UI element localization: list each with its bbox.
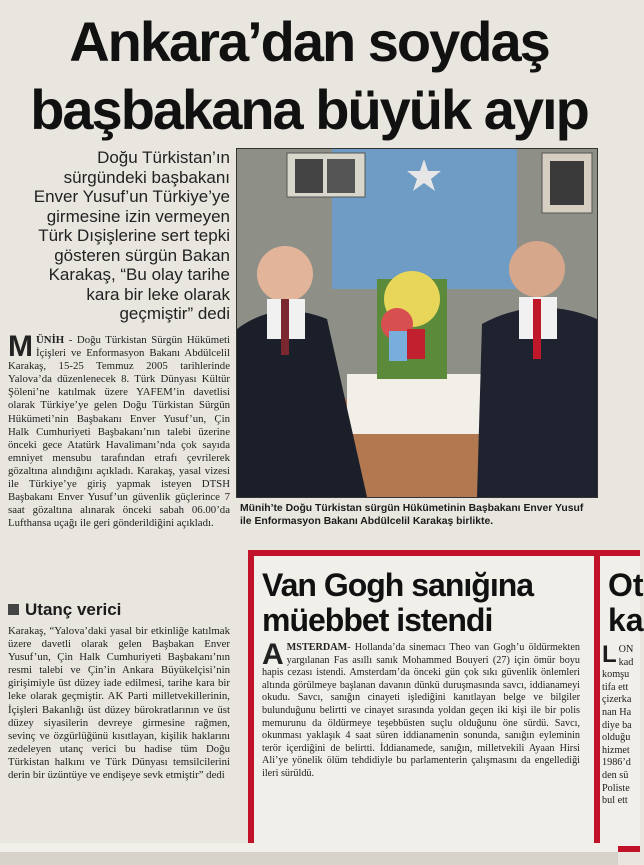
news-photo	[236, 148, 598, 498]
deck-line: kara bir leke olarak	[86, 284, 230, 304]
fragment-line: Poliste	[602, 782, 630, 794]
fragment-line: bul ett	[602, 795, 628, 807]
photo-illustration	[237, 149, 597, 497]
fragment-line: çizerka	[602, 694, 632, 706]
fragment-headline-line: ka	[608, 602, 644, 638]
deck-line: Karakaş, “Bu olay tarihe	[48, 265, 230, 284]
dateline-city: MSTERDAM	[286, 642, 348, 653]
fragment-headline-line: Ot	[608, 567, 644, 603]
adjacent-article-fragment	[594, 550, 644, 852]
fragment-line: 1986’d	[602, 757, 631, 769]
lead-text: - Doğu Türkistan Sürgün Hükümeti İçişleri ve Enformasyon Bakanı Abdülcelil Karakaş, 15-25 Temmuz 2005 tarihlerinde Yalova’da düzenlenecek 8. Türk Dünyası Kültür Şöleni’ne katılmak üzere YAFEM’in davetlisi olarak Türkiye’ye gelen Doğu Türkistan Sürgün Hükümeti’nin Başbakanı Enver Yusuf’un, Çin Halk Cumhuriyeti Başbakanı’nın talebi üzerine önceki gece Atatürk Havalimanı’nda çok sayıda emniyet mensubu tarafından etrafı çevrilerek gözaltına alındığını açıkladı. Karakaş, yasal vizesi ile Türkiye’ye giriş yapmak isteyen DTSH Başbakanı Enver Yusuf’un güvenlik güçlerince 7 saat gözaltına alınarak önceki sabah 06.00’da Lufthansa uçağı ile geri gönderildiğini açıkladı.	[8, 334, 230, 530]
dateline-city: ÜNİH	[36, 334, 65, 346]
dropcap: A	[262, 638, 284, 671]
fragment-text	[602, 641, 642, 808]
fragment-line: kad	[618, 656, 634, 668]
deck-line: gösteren sürgün Bakan	[54, 245, 230, 265]
vangogh-article	[262, 638, 580, 781]
subheading-text: Utanç verici	[25, 600, 122, 619]
deck-line: girmesine izin vermeyen	[46, 206, 230, 226]
fragment-line: komşu	[602, 669, 630, 681]
fragment-line: olduğu	[602, 732, 631, 744]
scan-border	[0, 852, 618, 865]
vangogh-text: - Hollanda’da sinemacı Theo van Gogh’u öldürmekten yargılanan Fas asıllı sanık Mohammed Bouyeri (27) için ömür boyu hapis cezası istendi. Amsterdam’da önceki gün çok sıkı güvenlik önlemleri altında görülmeye başlanan davanın dünkü duruşmasında savcı, iddianameyi okudu. Savcı, sanığın cinayeti işlediğini kanıtlayan belge ve bilgiler bulunduğunu belirtti ve cinayet sırasında yoldan geçen iki kişi ile bir polis memurunu da öldürmeye teşebbüsten suçlu olduğunu öne sürdü. Savcı, okunması yaklaşık 4 saat süren iddianamenin sonunda, sanığın eyleminin terör içerdiğini de belirtti. İddianamede, sanığın, milletvekili Ayaan Hirsi Ali’ye yönelik ölüm tehdidiyle bu parlamenterin çalışmasını da engellediği ileri sürüldü.	[262, 642, 580, 779]
photo-caption: Münih’te Doğu Türkistan sürgün Hükümetinin Başbakanı Enver Yusuf ile Enformasyon Bakanı Abdülcelil Karakaş birlikte.	[240, 503, 584, 527]
fragment-line: tifa ett	[602, 681, 629, 693]
article-lead	[8, 330, 230, 530]
vangogh-headline-line: müebbet istendi	[262, 602, 493, 638]
paper-edge	[0, 843, 618, 852]
subheading	[8, 600, 121, 620]
headline-line-1: Ankara’dan soydaş	[69, 10, 549, 73]
article-deck	[8, 148, 230, 324]
deck-line: Doğu Türkistan’ın	[97, 148, 230, 167]
fragment-line: nan Ha	[602, 706, 632, 718]
dropcap: M	[8, 330, 33, 363]
fragment-line: diye ba	[602, 719, 632, 731]
headline-line-2: başbakana büyük ayıp	[30, 78, 588, 141]
fragment-headline	[608, 568, 644, 638]
fragment-line: hizmet	[602, 744, 630, 756]
deck-line: sürgündeki başbakanı	[63, 167, 230, 187]
vangogh-headline-line: Van Gogh sanığına	[262, 567, 534, 603]
fragment-line: den sü	[602, 769, 629, 781]
deck-line: Enver Yusuf’un Türkiye’ye	[33, 187, 230, 206]
deck-line: geçmiştir” dedi	[119, 304, 230, 323]
deck-line: Türk Dışişlerine sert tepki	[38, 226, 230, 245]
article-continued: Karakaş, “Yalova’daki yasal bir etkinliğe katılmak üzere davetli olarak gelen Başbakan Enver Yusuf’un, Çin Halk Cumhuriyeti Başbakanı’nın resmi talebi ve Çin’in Ankara Büyükelçisi’nin girişimiyle üst düzey iade edilmesi, tarihe kara bir leke olarak geçmiştir. AK Parti milletvekillerinin, İçişleri Bakanlığı üst düzey bürokratlarının ve üst düzey siyasilerin devreye girmesine rağmen, sevinç ve özgürlüğünü kısıtlayan, kişilik haklarını zedeleyen utanç verici bu hadise tüm Doğu Türkistan halkını ve Türk Dünyası temsilcilerini derin bir üzüntüye ve endişeye sevk etmiştir” dedi	[8, 625, 230, 782]
vangogh-headline	[262, 568, 582, 638]
fragment-line: LON	[602, 641, 634, 668]
square-bullet-icon	[8, 604, 19, 615]
